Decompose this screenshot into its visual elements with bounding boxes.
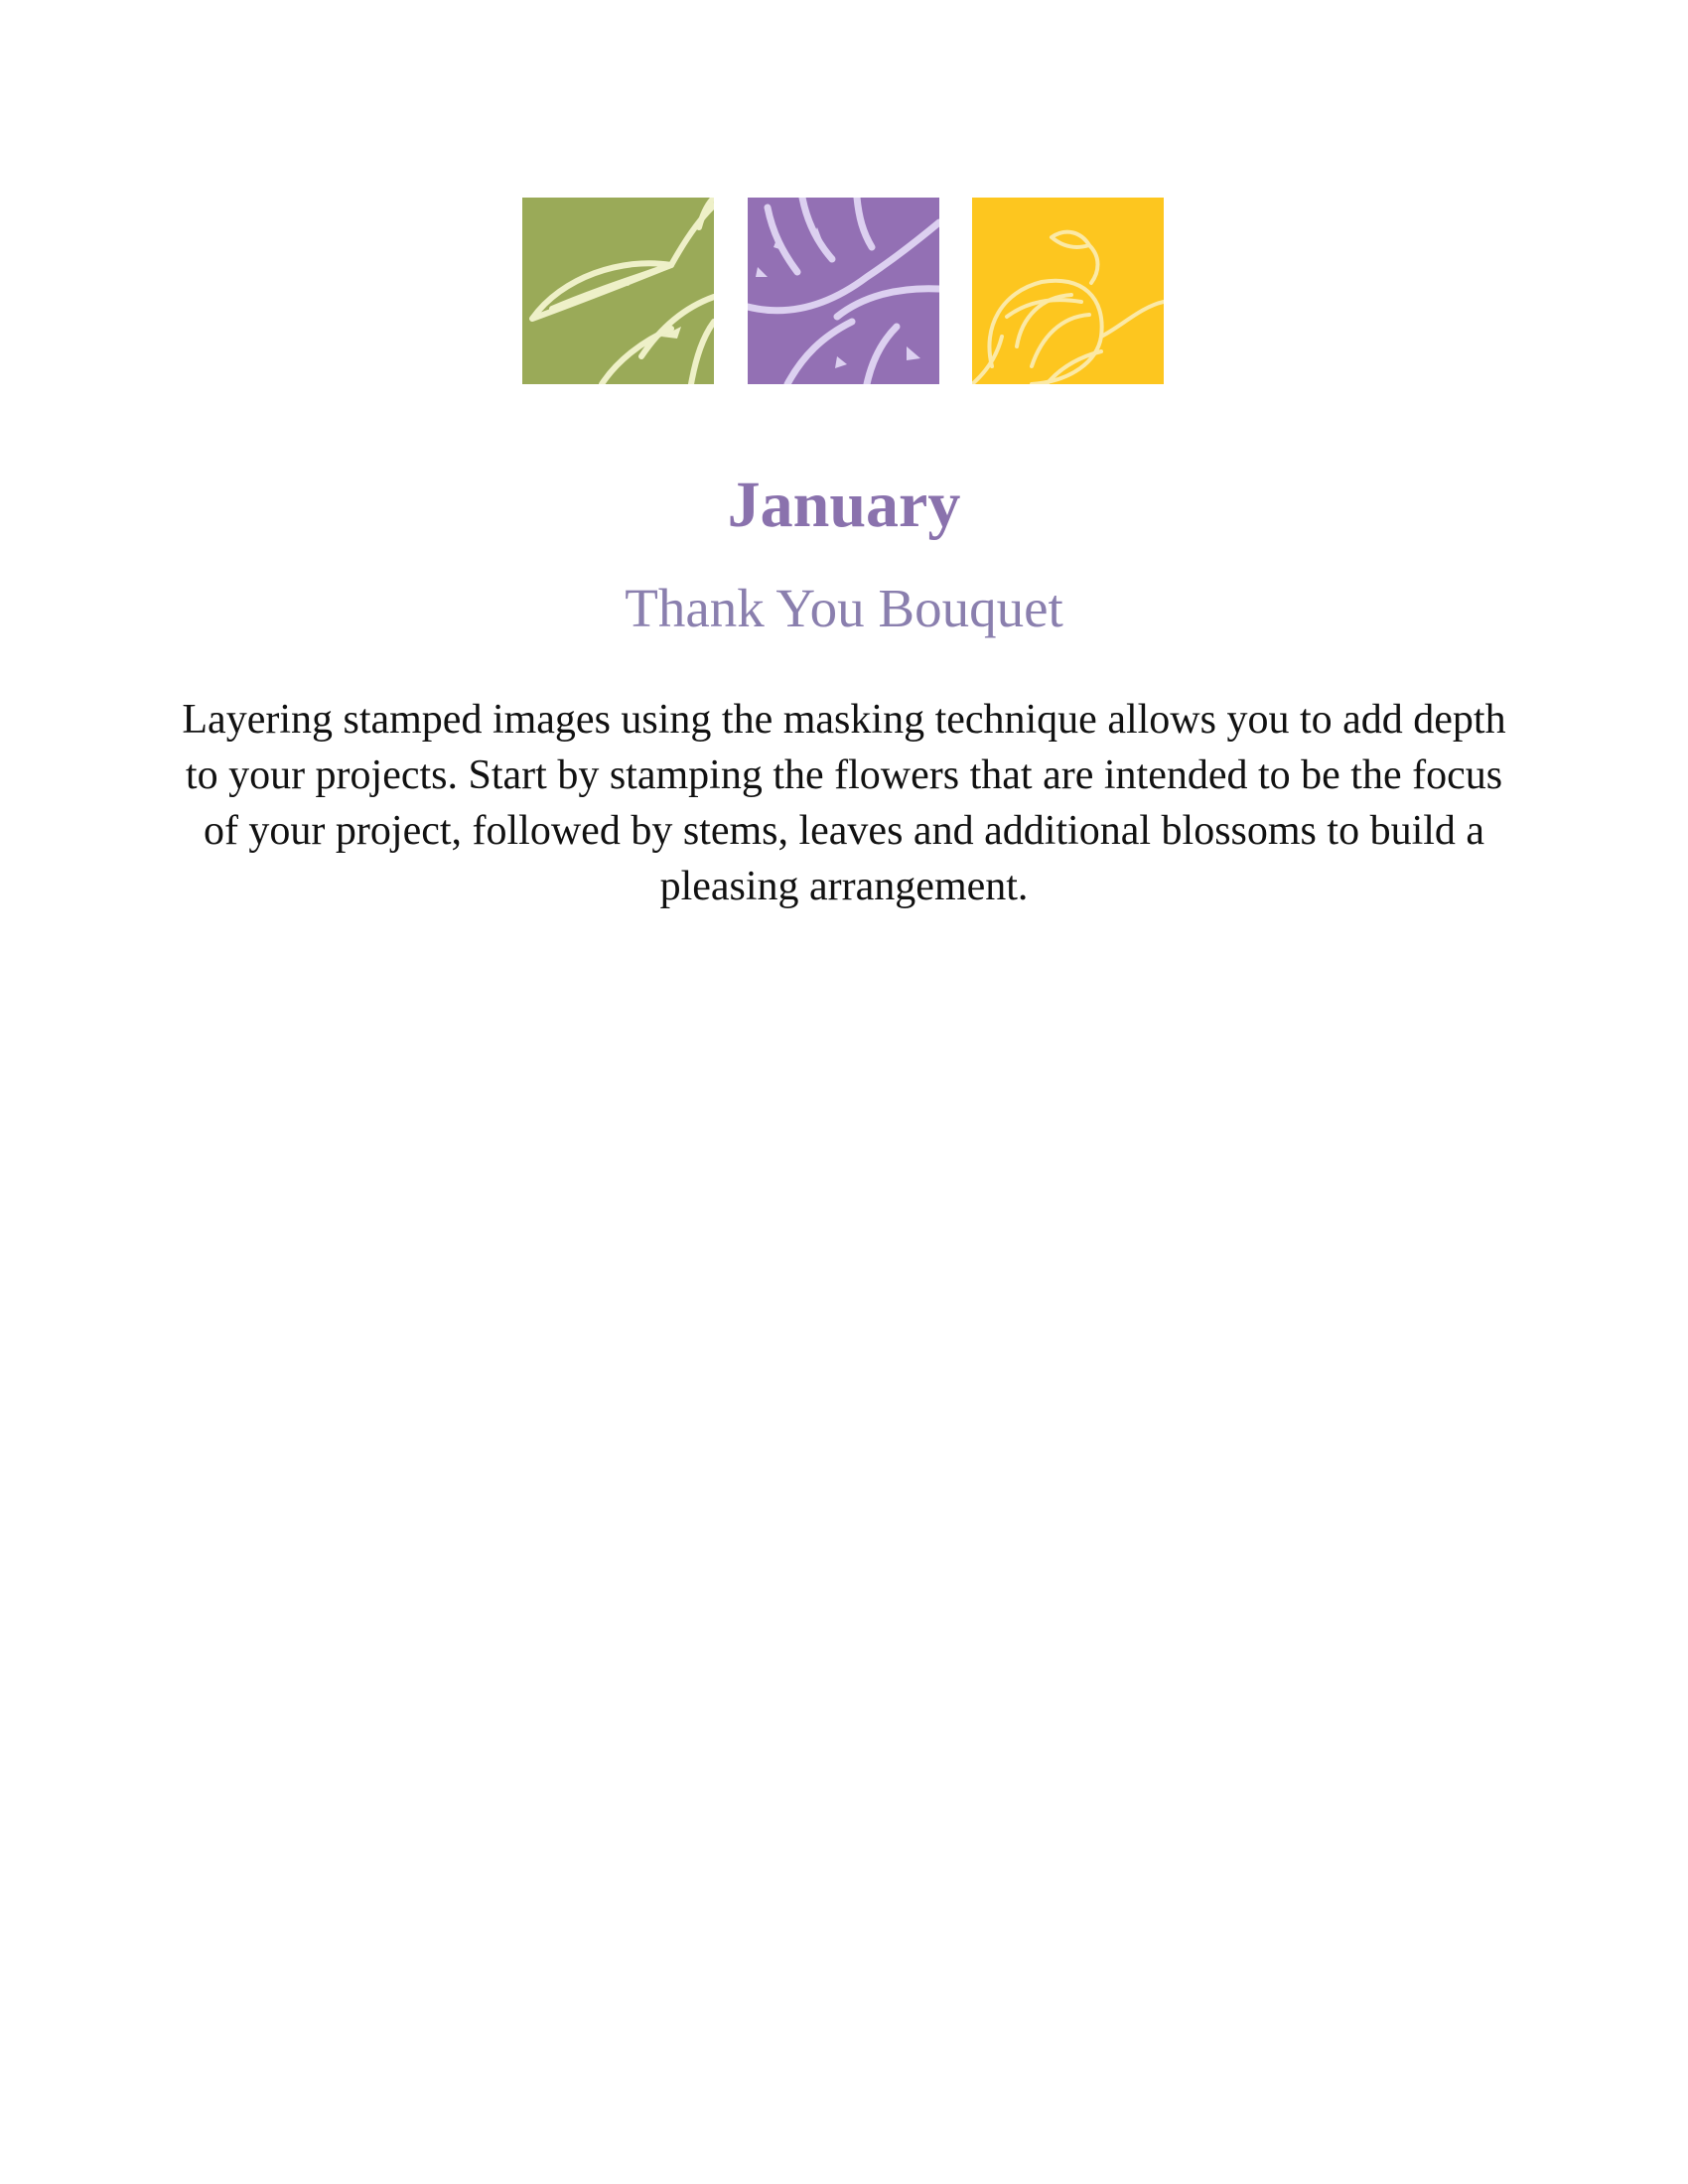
- lily-icon: [748, 198, 939, 384]
- green-leaf-tile: [522, 198, 714, 384]
- purple-lily-tile: [748, 198, 939, 384]
- page-subtitle: Thank You Bouquet: [625, 578, 1063, 638]
- header-tiles: [522, 198, 1166, 384]
- leaf-icon: [522, 198, 714, 384]
- body-paragraph: Layering stamped images using the masking technique allows you to add depth to your projects. Start by stamping the flowers that are intended to be the focus of your project, followed by stems, leaves and additional blossoms to build a pleasing arrangement.: [182, 697, 1506, 909]
- page-title: January: [727, 469, 961, 541]
- yellow-tulip-tile: [972, 198, 1164, 384]
- tulip-icon: [972, 198, 1164, 384]
